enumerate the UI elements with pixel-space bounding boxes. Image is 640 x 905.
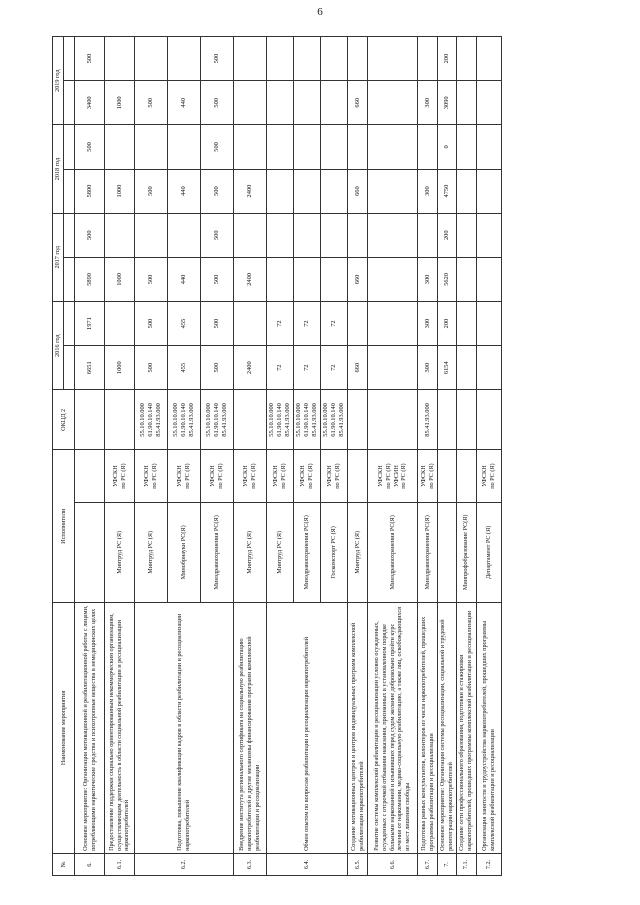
value-cell <box>368 81 418 125</box>
value-cell: 500 <box>201 37 234 81</box>
row-number: 6.2. <box>135 853 234 875</box>
activity-name: Создание мотивационных центров и центров индивидуальных программ комплексной реабилитации наркопотребителей <box>348 603 368 854</box>
value-cell: 1000 <box>105 81 135 125</box>
header-year-2017: 2017 год <box>53 213 64 301</box>
table-row <box>368 37 418 876</box>
value-cell <box>234 301 267 345</box>
value-cell: 200 <box>438 37 457 81</box>
value-cell <box>368 37 418 81</box>
value-cell: 1000 <box>105 169 135 213</box>
executor-co: УФСКН по РС (Я) <box>105 450 135 502</box>
value-cell: 5800 <box>75 169 105 213</box>
executor-co <box>75 450 105 502</box>
activity-name: Создание сети профессионального образования, подготовки и стажировки наркопотребителей, прошедших программы комплексной реабилитации и ресоциализации <box>456 603 476 854</box>
value-cell: 455 <box>168 346 201 390</box>
value-cell <box>368 213 418 257</box>
value-cell <box>456 257 476 301</box>
value-cell: 500 <box>201 346 234 390</box>
value-cell: 440 <box>168 169 201 213</box>
value-cell <box>418 37 438 81</box>
value-cell: 500 <box>135 81 168 125</box>
executor-co: УФСКН по РС (Я) <box>321 450 348 502</box>
executor-main: Минздравоохранения РС(Я) <box>418 502 438 602</box>
value-cell <box>267 125 294 169</box>
value-cell: 660 <box>348 81 368 125</box>
value-cell <box>476 125 501 169</box>
row-number: 7. <box>438 853 457 875</box>
header-year-2019: 2019 год <box>53 37 64 125</box>
executor-main: Госкомспорт РС (Я) <box>321 502 348 602</box>
value-cell: 440 <box>168 257 201 301</box>
value-cell: 72 <box>294 301 321 345</box>
table-row <box>348 37 368 876</box>
executor-main: Минтруд РС (Я) <box>348 502 368 602</box>
executor-main: Минздравоохранения РС(Я) <box>201 502 234 602</box>
executor-co: УФСКН по РС (Я) <box>294 450 321 502</box>
value-cell <box>168 37 201 81</box>
header-name: Наименование мероприятия <box>53 603 75 854</box>
executor-main: Минтруд РС (Я) <box>234 502 267 602</box>
value-cell <box>135 37 168 81</box>
value-cell <box>418 213 438 257</box>
value-cell: 72 <box>294 346 321 390</box>
value-cell: 3090 <box>438 81 457 125</box>
value-cell <box>294 37 321 81</box>
value-cell <box>267 257 294 301</box>
value-cell <box>418 125 438 169</box>
value-cell <box>368 301 418 345</box>
row-number: 6.4. <box>267 853 348 875</box>
table-row <box>438 37 457 876</box>
okud-code <box>234 390 267 450</box>
value-cell <box>135 125 168 169</box>
executor-co: УФСКН по РС (Я) <box>135 450 168 502</box>
value-cell: 200 <box>438 213 457 257</box>
value-cell <box>456 213 476 257</box>
value-cell <box>294 81 321 125</box>
okud-code <box>456 390 476 450</box>
executor-main: Минобрнауки РС(Я) <box>168 502 201 602</box>
header-year-2018: 2018 год <box>53 125 64 213</box>
table-row <box>234 37 267 876</box>
value-cell <box>348 125 368 169</box>
value-cell <box>368 169 418 213</box>
executor-co: УФСКН по РС (Я) <box>267 450 294 502</box>
okud-code <box>368 390 418 450</box>
value-cell: 6651 <box>75 346 105 390</box>
value-cell: 660 <box>348 346 368 390</box>
row-number: 7.2. <box>476 853 501 875</box>
value-cell <box>476 346 501 390</box>
value-cell <box>456 37 476 81</box>
value-cell: 2400 <box>234 257 267 301</box>
okud-code <box>438 390 457 450</box>
table-row <box>267 37 294 876</box>
executor-co <box>438 450 457 502</box>
value-cell <box>105 37 135 81</box>
executor-co <box>456 450 476 502</box>
value-cell: 72 <box>321 346 348 390</box>
value-cell <box>321 81 348 125</box>
value-cell <box>105 213 135 257</box>
value-cell <box>321 169 348 213</box>
value-cell <box>456 125 476 169</box>
okud-code: 55.10.10.000 61.90.10.140 85.41.93.000 <box>267 390 294 450</box>
okud-code <box>348 390 368 450</box>
program-activities-table <box>52 36 502 876</box>
activity-name: Основное мероприятие: Организация системы ресоциализации, социальной и трудовой реинтеграции наркопотребителей <box>438 603 457 854</box>
value-cell <box>267 169 294 213</box>
value-cell <box>105 301 135 345</box>
value-cell: 500 <box>201 257 234 301</box>
value-cell <box>168 125 201 169</box>
value-cell <box>321 37 348 81</box>
value-cell <box>456 81 476 125</box>
value-cell: 660 <box>348 169 368 213</box>
okud-code: 55.10.10.000 61.90.10.140 85.41.93.000 <box>201 390 234 450</box>
activity-name: Развитие системы комплексной реабилитации и ресоциализации условно осужденных, осужденных с отсрочкой отбывания наказания, признанных в установленном порядке больными наркоманией и изъявивших перед судом желание добровольно пройти курс лечения от наркомании, медико-социальную реабилитацию, а также лиц, освобождающихся из мест лишения свободы <box>368 603 418 854</box>
value-cell: 1000 <box>105 346 135 390</box>
value-cell: 72 <box>321 301 348 345</box>
value-cell <box>456 301 476 345</box>
value-cell <box>348 301 368 345</box>
value-cell: 500 <box>75 213 105 257</box>
value-cell <box>294 169 321 213</box>
value-cell <box>321 213 348 257</box>
executor-co <box>348 450 368 502</box>
activity-name: Организация занятости и трудоустройства наркопотребителей, прошедших программы комплексной реабилитации и ресоциализации <box>476 603 501 854</box>
table-row <box>418 37 438 876</box>
okud-code: 55.10.10.000 61.90.10.140 85.41.93.000 <box>168 390 201 450</box>
table-row <box>476 37 501 876</box>
executor-co: УФСКН по РС (Я) <box>418 450 438 502</box>
table-row <box>105 37 135 876</box>
value-cell: 3400 <box>75 81 105 125</box>
okud-code <box>105 390 135 450</box>
table-row <box>456 37 476 876</box>
activity-name: Внедрение института регионального сертификата на социальную реабилитацию наркопотребителей и другие механизмы финансирования программ комплексной реабилитации и ресоциализации <box>234 603 267 854</box>
executor-co: УФСКН по РС (Я) <box>168 450 201 502</box>
value-cell: 0 <box>438 125 457 169</box>
value-cell <box>234 125 267 169</box>
value-cell <box>368 346 418 390</box>
value-cell <box>368 257 418 301</box>
row-number: 7.1. <box>456 853 476 875</box>
value-cell <box>234 37 267 81</box>
value-cell: 500 <box>201 125 234 169</box>
value-cell <box>476 257 501 301</box>
value-cell <box>348 37 368 81</box>
value-cell <box>456 169 476 213</box>
value-cell <box>476 301 501 345</box>
activity-name: Обмен опытом по вопросам реабилитации и ресоциализации наркопотребителей <box>267 603 348 854</box>
executor-main <box>438 502 457 602</box>
okud-code: 55.10.10.000 61.90.10.140 85.41.93.000 <box>294 390 321 450</box>
value-cell <box>135 213 168 257</box>
activity-name: Основное мероприятие: Организация мотивационной и реабилитационной работы с лицами, потребляющими наркотические средства и психотропные вещества в немедицинских целях <box>75 603 105 854</box>
row-number: 6.7. <box>418 853 438 875</box>
executor-co: УФСКН по РС (Я) <box>476 450 501 502</box>
value-cell <box>476 169 501 213</box>
table-body <box>75 37 502 876</box>
value-cell: 4750 <box>438 169 457 213</box>
value-cell: 300 <box>418 169 438 213</box>
value-cell <box>476 213 501 257</box>
page-number: 6 <box>317 6 323 18</box>
value-cell <box>476 37 501 81</box>
value-cell <box>321 257 348 301</box>
okud-code: 85.41.93.000 <box>418 390 438 450</box>
header-okud: ОКЦД 2 <box>53 390 75 450</box>
executor-main: Минпрофобразование РС(Я) <box>456 502 476 602</box>
value-cell: 1000 <box>105 257 135 301</box>
value-cell <box>267 213 294 257</box>
value-cell <box>321 125 348 169</box>
value-cell <box>294 257 321 301</box>
header-year-2016: 2016 год <box>53 301 64 389</box>
value-cell: 660 <box>348 257 368 301</box>
header-executor: Исполнители <box>53 450 75 603</box>
value-cell <box>267 37 294 81</box>
table-row <box>75 37 105 876</box>
executor-main: Департамент РС (Я) <box>476 502 501 602</box>
value-cell: 300 <box>418 81 438 125</box>
value-cell: 500 <box>201 213 234 257</box>
row-number: 6.6. <box>368 853 418 875</box>
activity-name: Подготовка равных консультантов, волонтеров из числа наркопотребителей, прошедших программы реабилитации и ресоциализации <box>418 603 438 854</box>
okud-code <box>75 390 105 450</box>
value-cell <box>267 81 294 125</box>
value-cell: 500 <box>135 346 168 390</box>
value-cell <box>105 125 135 169</box>
value-cell: 2400 <box>234 169 267 213</box>
value-cell: 72 <box>267 301 294 345</box>
value-cell: 72 <box>267 346 294 390</box>
activity-name: Подготовка, повышение квалификации кадров в области реабилитации и ресоциализации наркопотребителей <box>135 603 234 854</box>
executor-main <box>75 502 105 602</box>
executor-main: Минтруд РС (Я) <box>267 502 294 602</box>
table-row <box>135 37 168 876</box>
value-cell: 500 <box>201 301 234 345</box>
executor-main: Минздравоохранения РС(Я) <box>368 502 418 602</box>
value-cell: 5620 <box>438 257 457 301</box>
okud-code: 55.10.10.000 61.90.10.140 85.41.93.000 <box>321 390 348 450</box>
row-number: 6.5. <box>348 853 368 875</box>
value-cell: 500 <box>135 301 168 345</box>
row-number: 6.3. <box>234 853 267 875</box>
executor-main: Минтруд РС (Я) <box>105 502 135 602</box>
executor-co: УФСКН по РС (Я) <box>201 450 234 502</box>
value-cell: 455 <box>168 301 201 345</box>
value-cell: 500 <box>135 257 168 301</box>
value-cell: 440 <box>168 81 201 125</box>
executor-co: УФСКН по РС (Я) УФСИН по РС (Я) <box>368 450 418 502</box>
value-cell: 500 <box>75 125 105 169</box>
row-number: 6. <box>75 853 105 875</box>
value-cell: 500 <box>201 81 234 125</box>
rotated-table-sheet <box>52 36 612 876</box>
value-cell: 2400 <box>234 346 267 390</box>
value-cell <box>476 81 501 125</box>
value-cell <box>368 125 418 169</box>
okud-code <box>476 390 501 450</box>
header-no: № <box>53 853 75 875</box>
executor-main: Минздравоохранения РС(Я) <box>294 502 321 602</box>
value-cell: 200 <box>438 301 457 345</box>
value-cell: 1971 <box>75 301 105 345</box>
value-cell <box>294 213 321 257</box>
executor-co: УФСКН по РС (Я) <box>234 450 267 502</box>
row-number: 6.1. <box>105 853 135 875</box>
executor-main: Минтруд РС (Я) <box>135 502 168 602</box>
value-cell <box>234 213 267 257</box>
value-cell: 500 <box>135 169 168 213</box>
okud-code: 55.10.10.000 61.90.10.140 85.41.93.000 <box>135 390 168 450</box>
value-cell <box>348 213 368 257</box>
value-cell: 300 <box>418 257 438 301</box>
value-cell <box>456 346 476 390</box>
value-cell: 300 <box>418 301 438 345</box>
value-cell <box>234 81 267 125</box>
value-cell: 500 <box>201 169 234 213</box>
value-cell: 5890 <box>75 257 105 301</box>
value-cell: 6154 <box>438 346 457 390</box>
value-cell <box>168 213 201 257</box>
value-cell <box>294 125 321 169</box>
value-cell: 500 <box>75 37 105 81</box>
activity-name: Предоставление поддержки социально ориентированным некоммерческим организациям, осуществляющим деятельность в области социальной реабилитации и ресоциализации наркопотребителей <box>105 603 135 854</box>
value-cell: 300 <box>418 346 438 390</box>
